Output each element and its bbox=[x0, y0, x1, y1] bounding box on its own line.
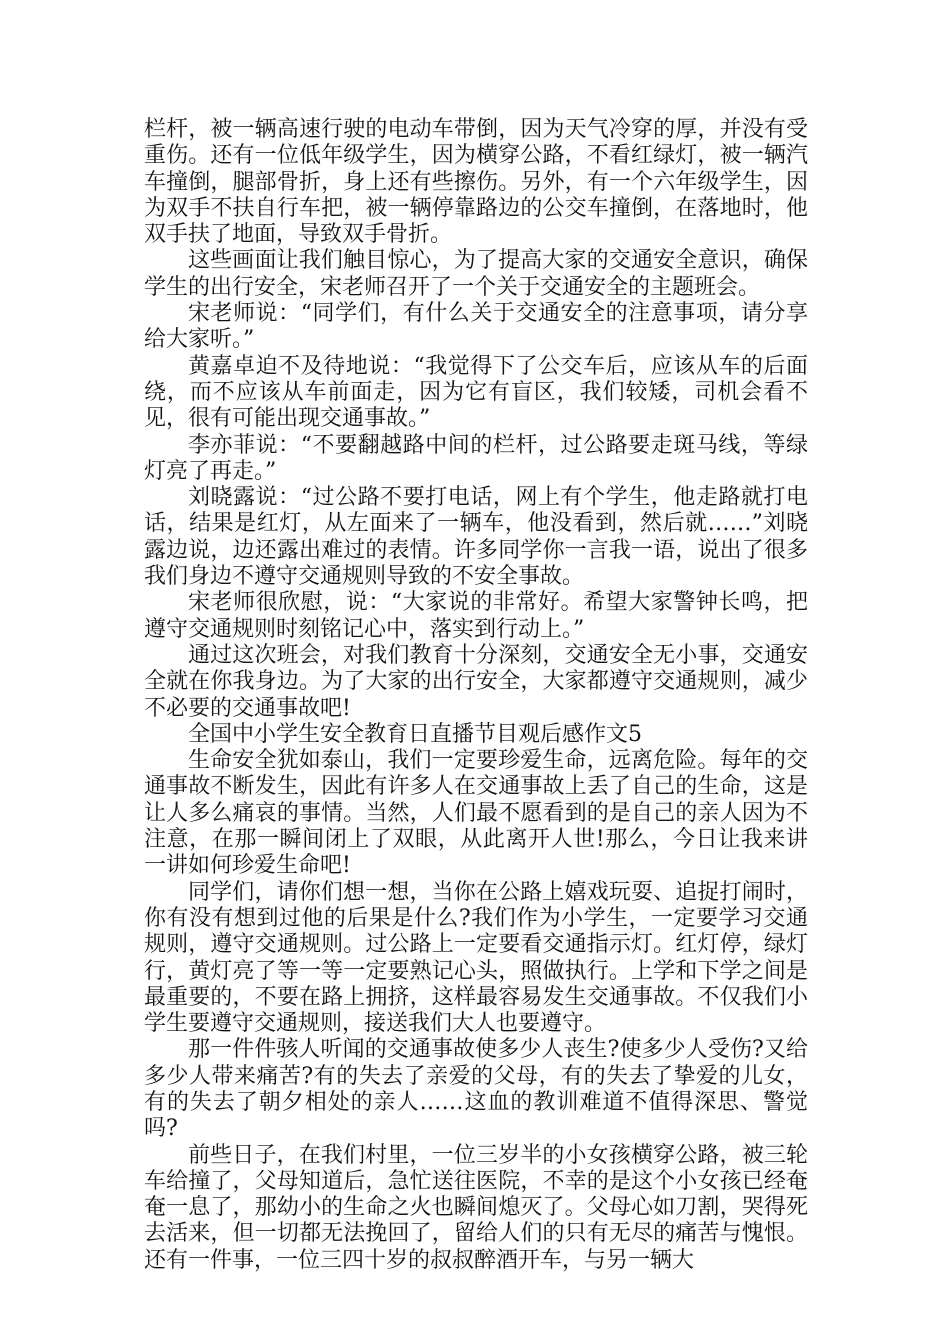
paragraph-1: 栏杆，被一辆高速行驶的电动车带倒，因为天气冷穿的厚，并没有受重伤。还有一位低年级学生，因为横穿公路，不看红绿灯，被一辆汽车撞倒，腿部骨折，身上还有些擦伤。另外，有一个六年级学生，因为双手不扶自行车把，被一辆停靠路边的公交车撞倒，在落地时，他双手扶了地面，导致双手骨折。 bbox=[144, 117, 808, 248]
paragraph-8: 通过这次班会，对我们教育十分深刻，交通安全无小事，交通安全就在你我身边。为了大家的出行安全，大家都遵守交通规则，减少不必要的交通事故吧! bbox=[144, 642, 808, 721]
paragraph-10: 同学们，请你们想一想，当你在公路上嬉戏玩耍、追捉打闹时，你有没有想到过他的后果是什么?我们作为小学生，一定要学习交通规则，遵守交通规则。过公路上一定要看交通指示灯。红灯停，绿灯行，黄灯亮了等一等一定要熟记心头，照做执行。上学和下学之间是最重要的，不要在路上拥挤，这样最容易发生交通事故。不仅我们小学生要遵守交通规则，接送我们大人也要遵守。 bbox=[144, 879, 808, 1037]
paragraph-4: 黄嘉卓迫不及待地说：“我觉得下了公交车后，应该从车的后面绕，而不应该从车前面走，因为它有盲区，我们较矮，司机会看不见，很有可能出现交通事故。” bbox=[144, 353, 808, 432]
section-heading: 全国中小学生安全教育日直播节目观后感作文5 bbox=[188, 721, 642, 747]
paragraph-7: 宋老师很欣慰，说：“大家说的非常好。希望大家警钟长鸣，把遵守交通规则时刻铭记心中，落实到行动上。” bbox=[144, 590, 808, 642]
document-page bbox=[144, 117, 808, 1274]
paragraph-11: 那一件件骇人听闻的交通事故使多少人丧生?使多少人受伤?又给多少人带来痛苦?有的失去了亲爱的父母，有的失去了挚爱的儿女，有的失去了朝夕相处的亲人……这血的教训难道不值得深思、警觉吗? bbox=[144, 1037, 808, 1142]
paragraph-2: 这些画面让我们触目惊心，为了提高大家的交通安全意识，确保学生的出行安全，宋老师召开了一个关于交通安全的主题班会。 bbox=[144, 248, 808, 300]
paragraph-6: 刘晓露说：“过公路不要打电话，网上有个学生，他走路就打电话，结果是红灯，从左面来了一辆车，他没看到，然后就……”刘晓露边说，边还露出难过的表情。许多同学你一言我一语，说出了很多我们身边不遵守交通规则导致的不安全事故。 bbox=[144, 485, 808, 590]
paragraph-12: 前些日子，在我们村里，一位三岁半的小女孩横穿公路，被三轮车给撞了，父母知道后，急忙送往医院，不幸的是这个小女孩已经奄奄一息了，那幼小的生命之火也瞬间熄灭了。父母心如刀割，哭得死去活来，但一切都无法挽回了，留给人们的只有无尽的痛苦与愧恨。还有一件事，一位三四十岁的叔叔醉酒开车，与另一辆大 bbox=[144, 1142, 808, 1273]
paragraph-3: 宋老师说：“同学们，有什么关于交通安全的注意事项，请分享给大家听。” bbox=[144, 301, 808, 353]
paragraph-5: 李亦菲说：“不要翻越路中间的栏杆，过公路要走斑马线，等绿灯亮了再走。” bbox=[144, 432, 808, 484]
paragraph-9: 生命安全犹如泰山，我们一定要珍爱生命，远离危险。每年的交通事故不断发生，因此有许多人在交通事故上丢了自己的生命，这是让人多么痛哀的事情。当然，人们最不愿看到的是自己的亲人因为不注意，在那一瞬间闭上了双眼，从此离开人世!那么，今日让我来讲一讲如何珍爱生命吧! bbox=[144, 748, 808, 879]
